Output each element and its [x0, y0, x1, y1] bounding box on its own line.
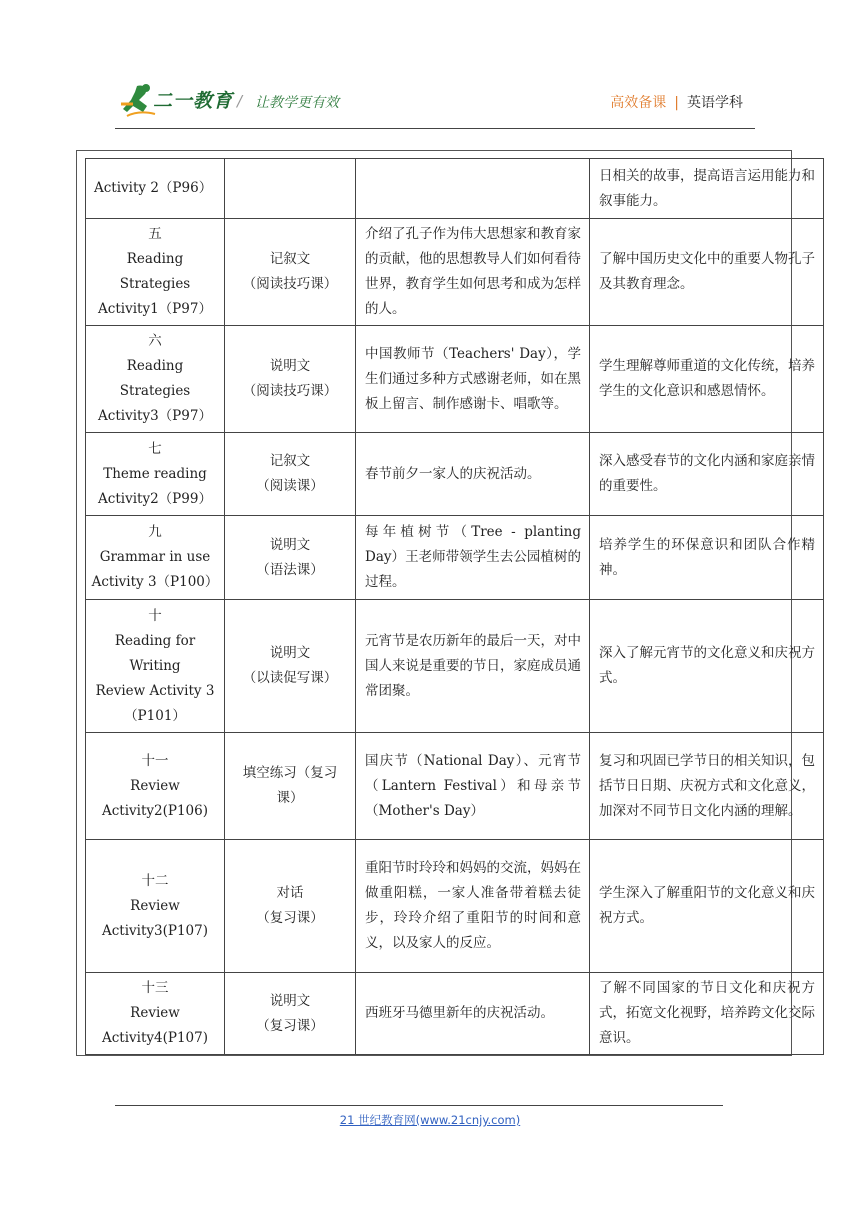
lesson-line: Activity 2（P96） — [94, 180, 213, 196]
content-cell: 国庆节（National Day）、元宵节（Lantern Festival）和母亲节（Mother's Day） — [356, 733, 590, 840]
lesson-cell — [86, 159, 225, 219]
table-row — [86, 733, 824, 840]
genre-cell — [225, 600, 356, 733]
objective-cell: 了解不同国家的节日文化和庆祝方式，拓宽文化视野，培养跨文化交际意识。 — [590, 973, 824, 1055]
lesson-line: Activity 3（P100） — [91, 574, 219, 590]
lesson-line: Reading — [126, 358, 184, 374]
lesson-line: Activity1（P97） — [98, 301, 212, 317]
lesson-line: Strategies — [119, 276, 191, 292]
header-subtitle-a: 高效备课 — [610, 95, 667, 111]
table-row — [86, 840, 824, 973]
lesson-line: Reading — [126, 251, 184, 267]
genre-line: 填空练习（复习 — [242, 765, 338, 781]
footer-rule — [115, 1105, 723, 1106]
genre-line: （复习课） — [256, 910, 324, 926]
lesson-cell — [86, 326, 225, 433]
lesson-line: Review Activity 3 — [95, 682, 215, 699]
lesson-line: 十 — [148, 607, 162, 624]
genre-line: （阅读课） — [256, 478, 324, 494]
lesson-line: 五 — [148, 226, 162, 242]
objective-cell: 深入感受春节的文化内涵和家庭亲情的重要性。 — [590, 433, 824, 516]
genre-line: （复习课） — [256, 1017, 324, 1034]
genre-line: （阅读技巧课） — [242, 383, 338, 399]
content-cell: 西班牙马德里新年的庆祝活动。 — [356, 973, 590, 1055]
header-separator: | — [674, 95, 679, 111]
divider-slash: / — [237, 92, 243, 110]
genre-line: 记叙文 — [269, 453, 311, 469]
lesson-line: Activity3(P107) — [101, 922, 209, 939]
lesson-line: 十一 — [141, 752, 169, 769]
genre-cell — [225, 219, 356, 326]
lesson-line: Strategies — [119, 383, 191, 399]
content-cell: 介绍了孔子作为伟大思想家和教育家的贡献，他的思想教导人们如何看待世界，教育学生如何思考和成为怎样的人。 — [356, 219, 590, 326]
lesson-line: Theme reading — [103, 465, 207, 482]
page-header — [115, 78, 755, 130]
genre-line: （阅读技巧课） — [242, 276, 338, 292]
genre-cell — [225, 326, 356, 433]
genre-cell — [225, 733, 356, 840]
content-cell — [356, 159, 590, 219]
lesson-cell — [86, 840, 225, 973]
genre-cell — [225, 516, 356, 600]
objective-cell: 深入了解元宵节的文化意义和庆祝方式。 — [590, 600, 824, 733]
genre-line: 说明文 — [269, 536, 311, 553]
table-row — [86, 159, 824, 219]
genre-cell — [225, 159, 356, 219]
lesson-cell — [86, 219, 225, 326]
lesson-cell — [86, 973, 225, 1055]
genre-line: 说明文 — [269, 358, 311, 374]
header-right-title — [610, 92, 743, 112]
lesson-line: 十三 — [141, 980, 169, 996]
content-cell: 春节前夕一家人的庆祝活动。 — [356, 433, 590, 516]
genre-cell — [225, 840, 356, 973]
content-cell: 重阳节时玲玲和妈妈的交流，妈妈在做重阳糕，一家人准备带着糕去徒步，玲玲介绍了重阳节的时间和意义，以及家人的反应。 — [356, 840, 590, 973]
content-cell: 元宵节是农历新年的最后一天，对中国人来说是重要的节日，家庭成员通常团聚。 — [356, 600, 590, 733]
lesson-line: 六 — [148, 333, 162, 349]
lesson-line: Reading for — [114, 632, 196, 649]
objective-cell: 学生理解尊师重道的文化传统，培养学生的文化意识和感恩情怀。 — [590, 326, 824, 433]
lesson-line: 十二 — [141, 872, 169, 889]
lesson-cell — [86, 600, 225, 733]
lesson-line: （P101） — [124, 707, 186, 724]
header-rule — [115, 128, 755, 129]
table-row — [86, 219, 824, 326]
table-row — [86, 433, 824, 516]
genre-cell — [225, 433, 356, 516]
objective-cell: 培养学生的环保意识和团队合作精神。 — [590, 516, 824, 600]
lesson-line: Activity4(P107) — [101, 1030, 209, 1046]
lesson-line: Activity3（P97） — [98, 408, 212, 424]
lesson-line: Review — [130, 1005, 180, 1021]
content-cell: 中国教师节（Teachers' Day），学生们通过多种方式感谢老师，如在黑板上留言、制作感谢卡、唱歌等。 — [356, 326, 590, 433]
lesson-line: 九 — [148, 524, 162, 540]
objective-cell: 日相关的故事，提高语言运用能力和叙事能力。 — [590, 159, 824, 219]
genre-line: 记叙文 — [269, 251, 311, 267]
table-row — [86, 973, 824, 1055]
objective-cell: 了解中国历史文化中的重要人物孔子及其教育理念。 — [590, 219, 824, 326]
lesson-line: Review — [130, 777, 180, 794]
genre-line: 对话 — [276, 885, 304, 901]
lesson-line: Writing — [129, 657, 181, 674]
genre-line: 说明文 — [269, 992, 311, 1009]
lesson-line: Activity2(P106) — [101, 802, 209, 819]
lesson-line: Review — [130, 897, 180, 914]
objective-cell: 复习和巩固已学节日的相关知识，包括节日日期、庆祝方式和文化意义，加深对不同节日文化内涵的理解。 — [590, 733, 824, 840]
genre-cell — [225, 973, 356, 1055]
lesson-cell — [86, 433, 225, 516]
lesson-cell — [86, 733, 225, 840]
lesson-line: Activity2（P99） — [98, 490, 212, 507]
table-row — [86, 326, 824, 433]
genre-line: 说明文 — [269, 645, 311, 661]
content-cell: 每年植树节（Tree - planting Day）王老师带领学生去公园植树的过程。 — [356, 516, 590, 600]
genre-line: （以读促写课） — [242, 670, 338, 686]
header-subtitle-b: 英语学科 — [687, 95, 743, 111]
genre-line: 课） — [276, 790, 304, 806]
lesson-line: Grammar in use — [99, 549, 211, 565]
lesson-cell — [86, 516, 225, 600]
slogan: 让教学更有效 — [255, 95, 339, 111]
objective-cell: 学生深入了解重阳节的文化意义和庆祝方式。 — [590, 840, 824, 973]
brand-name: 二一教育 — [153, 90, 234, 112]
table-row — [86, 600, 824, 733]
lesson-table — [85, 158, 824, 1055]
genre-line: （语法课） — [256, 561, 324, 578]
lesson-line: 七 — [148, 440, 162, 457]
table-row — [86, 516, 824, 600]
footer-link[interactable]: 21 世纪教育网(www.21cnjy.com) — [339, 1113, 521, 1127]
